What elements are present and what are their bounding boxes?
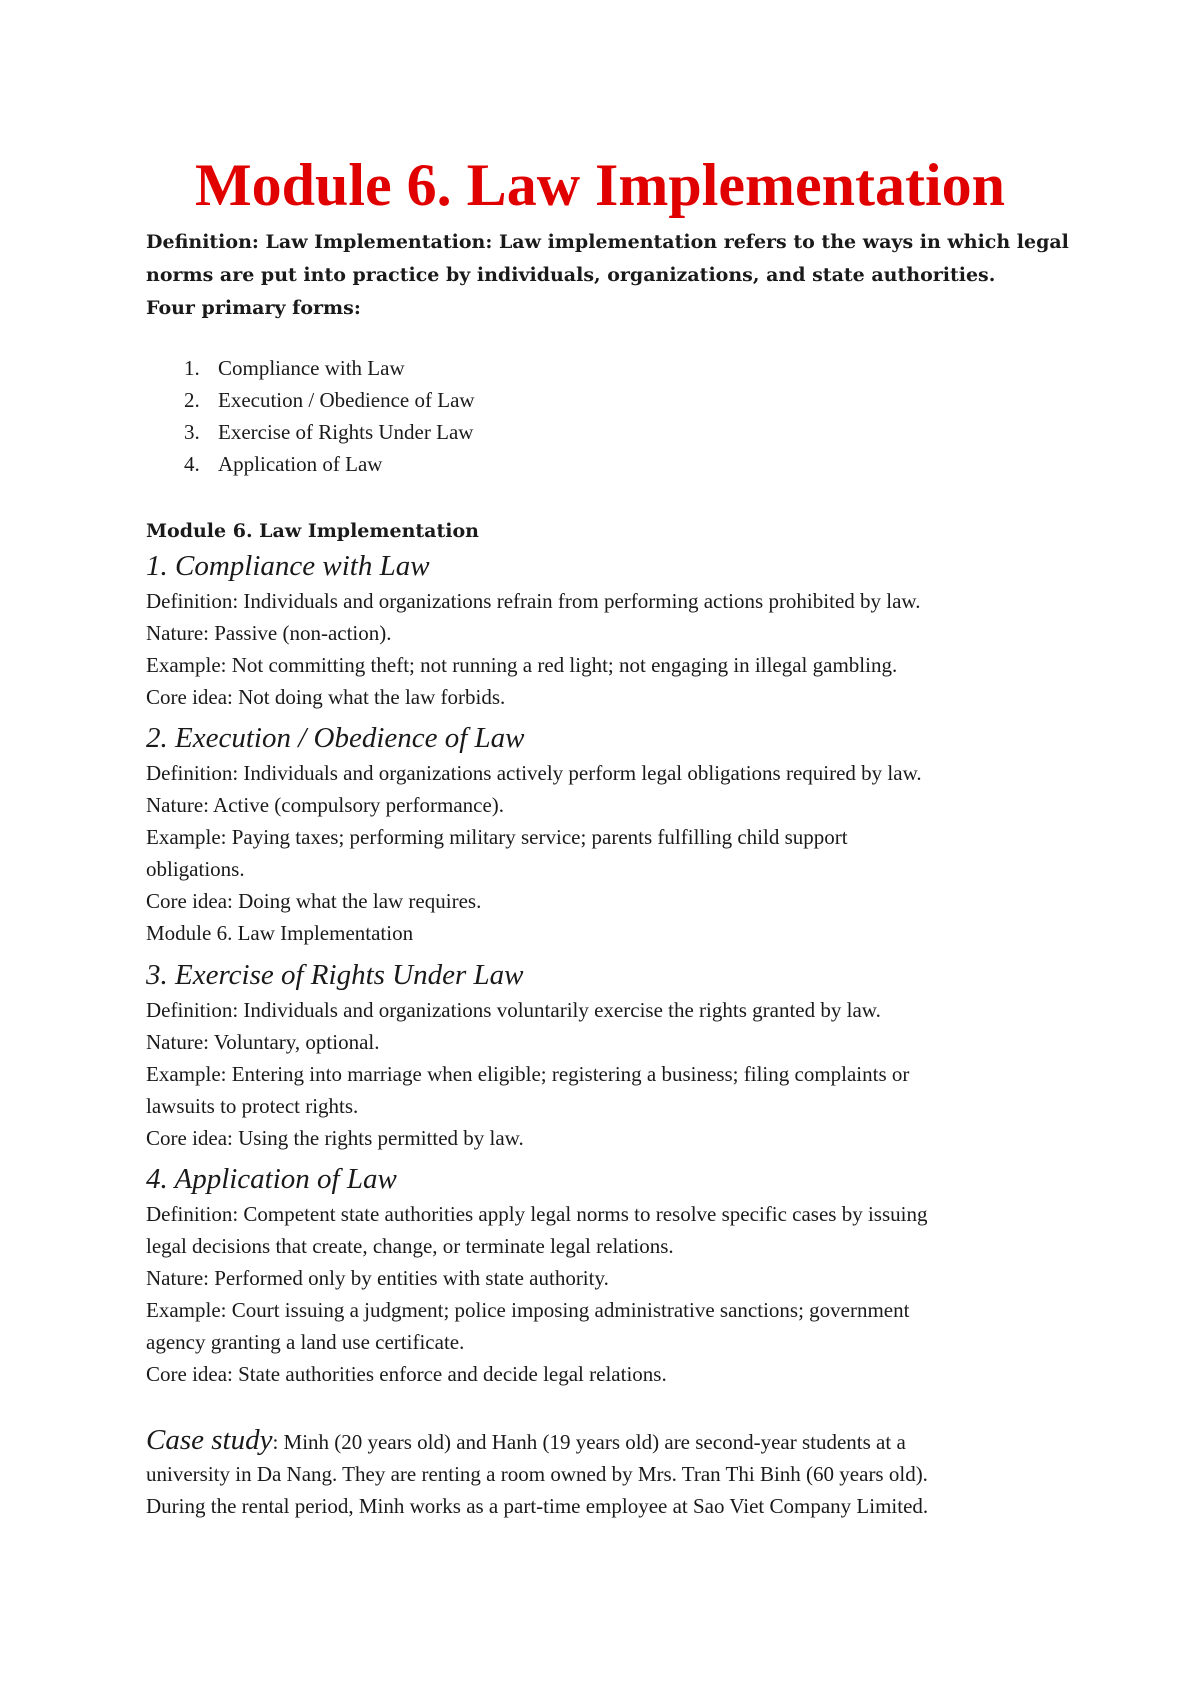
- section-line: Example: Court issuing a judgment; police imposing administrative sanctions; government: [146, 1298, 910, 1322]
- case-study-heading: Case study: [146, 1424, 273, 1456]
- section-line: Definition: Individuals and organizations refrain from performing actions prohibited by law.: [146, 589, 921, 613]
- section-line: Core idea: Doing what the law requires.: [146, 889, 482, 913]
- section-line: Nature: Active (compulsory performance).: [146, 793, 505, 817]
- section-exercise-of-rights: [146, 956, 1086, 1154]
- definition-block: [146, 226, 1086, 325]
- case-study-line: [146, 1424, 1086, 1458]
- page-title: Module 6. Law Implementation: [195, 152, 1005, 218]
- section-line: Core idea: State authorities enforce and decide legal relations.: [146, 1362, 667, 1386]
- section-line: lawsuits to protect rights.: [146, 1094, 359, 1118]
- section-heading: 2. Execution / Obedience of Law: [146, 722, 525, 754]
- section-line: Example: Paying taxes; performing military service; parents fulfilling child support: [146, 825, 848, 849]
- section-line: Core idea: Using the rights permitted by law.: [146, 1126, 524, 1150]
- list-number: 4.: [184, 452, 200, 476]
- section-line: Definition: Competent state authorities apply legal norms to resolve specific cases by issuing: [146, 1202, 928, 1226]
- section-line: Module 6. Law Implementation: [146, 921, 414, 945]
- section-heading: 3. Exercise of Rights Under Law: [146, 959, 524, 991]
- section-application: [146, 1160, 1086, 1390]
- forms-intro: Four primary forms:: [146, 297, 361, 319]
- section-line: obligations.: [146, 857, 245, 881]
- section-line: agency granting a land use certificate.: [146, 1330, 465, 1354]
- section-line: legal decisions that create, change, or terminate legal relations.: [146, 1234, 674, 1258]
- list-item: [146, 448, 1086, 480]
- section-line: Example: Entering into marriage when eligible; registering a business; filing complaints or: [146, 1062, 910, 1086]
- list-item: [146, 352, 1086, 384]
- list-item: [146, 416, 1086, 448]
- list-number: 3.: [184, 420, 200, 444]
- module-label: Module 6. Law Implementation: [146, 520, 479, 542]
- case-study: [146, 1424, 1086, 1522]
- case-study-line: During the rental period, Minh works as a part-time employee at Sao Viet Company Limited.: [146, 1494, 929, 1518]
- section-line: Core idea: Not doing what the law forbids.: [146, 685, 506, 709]
- forms-list: [146, 352, 1086, 480]
- case-study-line: university in Da Nang. They are renting a room owned by Mrs. Tran Thi Binh (60 years old).: [146, 1462, 928, 1486]
- section-line: Nature: Voluntary, optional.: [146, 1030, 380, 1054]
- list-label: Exercise of Rights Under Law: [218, 420, 474, 444]
- list-label: Application of Law: [218, 452, 383, 476]
- case-study-text: : Minh (20 years old) and Hanh (19 years old) are second-year students at a: [272, 1430, 906, 1454]
- section-heading: 1. Compliance with Law: [146, 550, 430, 582]
- list-number: 1.: [184, 356, 200, 380]
- section-line: Definition: Individuals and organizations voluntarily exercise the rights granted by law.: [146, 998, 881, 1022]
- section-line: Example: Not committing theft; not running a red light; not engaging in illegal gambling.: [146, 653, 898, 677]
- list-label: Compliance with Law: [218, 356, 405, 380]
- list-item: [146, 384, 1086, 416]
- list-number: 2.: [184, 388, 200, 412]
- definition-line: Definition: Law Implementation: Law implementation refers to the ways in which legal: [146, 231, 1069, 253]
- section-execution: [146, 719, 1086, 949]
- list-label: Execution / Obedience of Law: [218, 388, 475, 412]
- section-line: Nature: Performed only by entities with state authority.: [146, 1266, 609, 1290]
- section-line: Definition: Individuals and organizations actively perform legal obligations required by law.: [146, 761, 922, 785]
- definition-line: norms are put into practice by individuals, organizations, and state authorities.: [146, 264, 996, 286]
- section-line: Nature: Passive (non-action).: [146, 621, 392, 645]
- section-heading: 4. Application of Law: [146, 1163, 397, 1195]
- section-compliance: [146, 547, 1086, 713]
